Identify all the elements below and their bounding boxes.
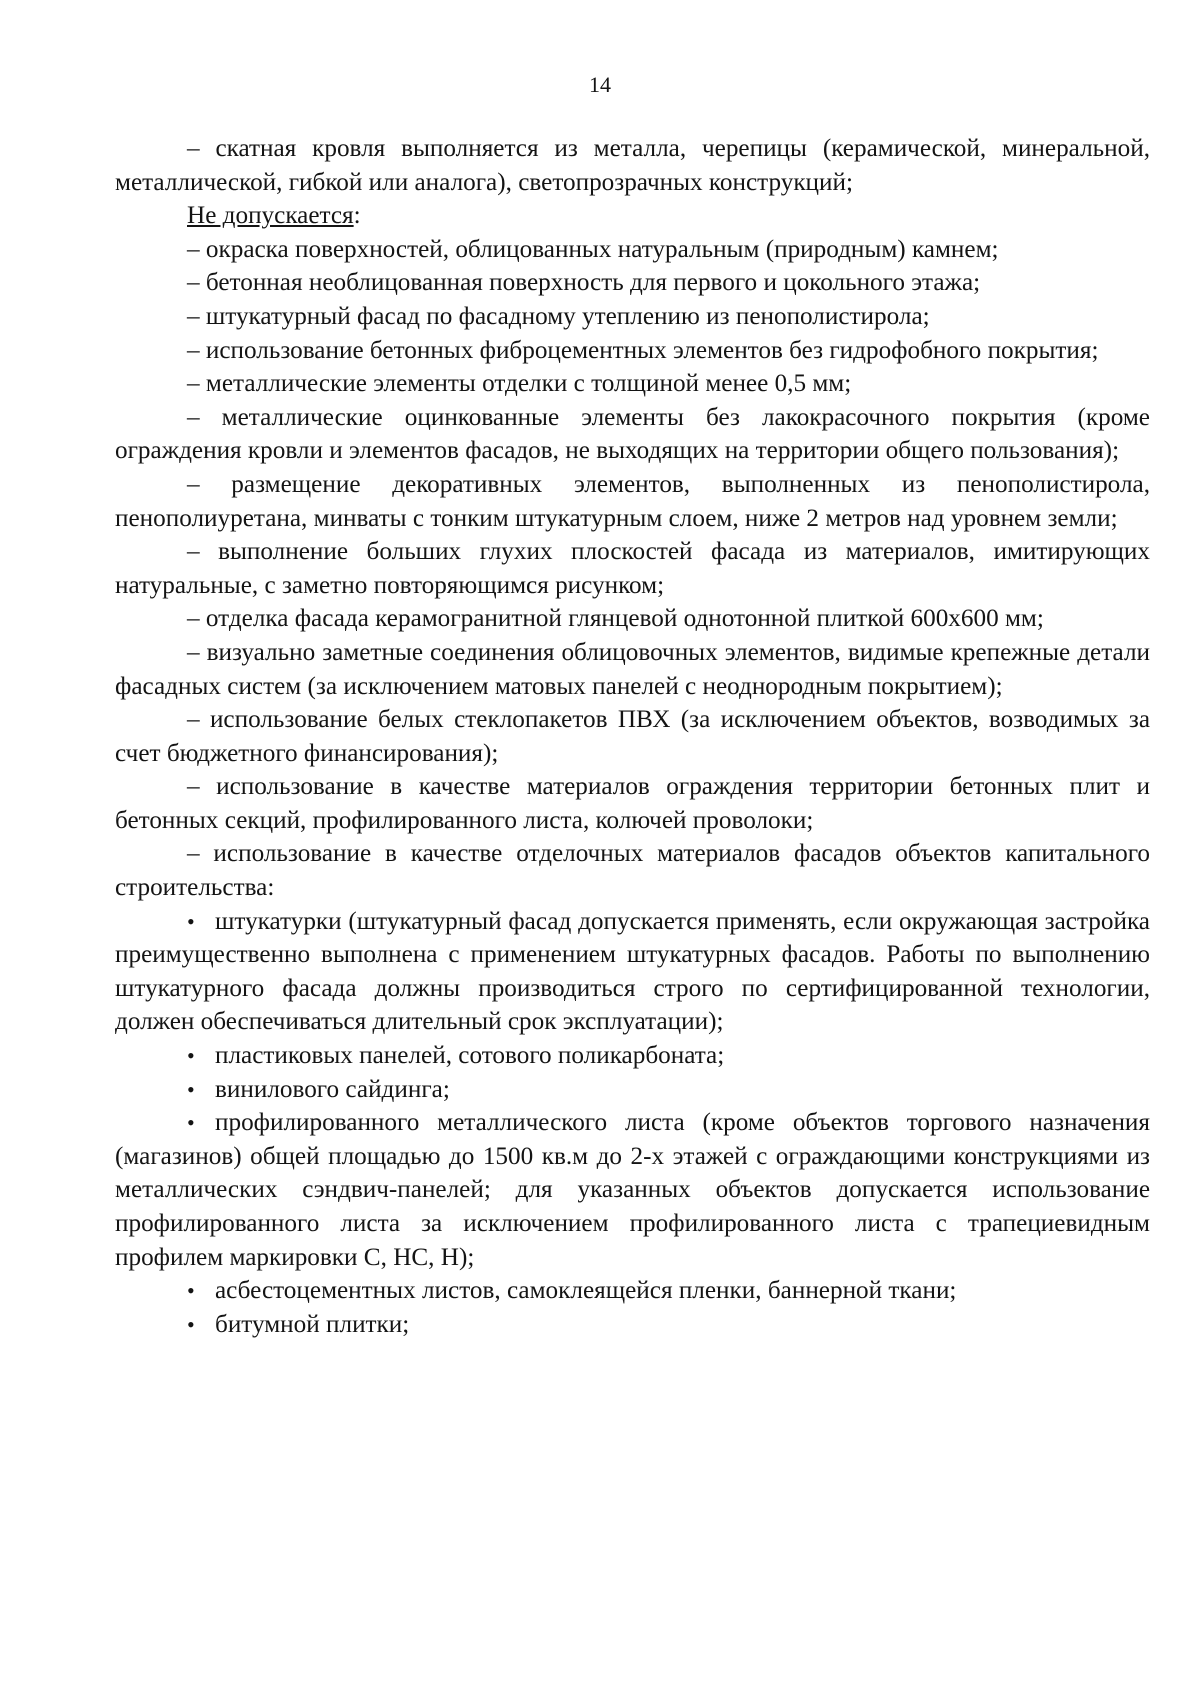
bullet-text: профилированного металлического листа (кроме объектов торгового назначения (магазинов) общей площадью до 1500 кв.м до 2-х этажей с ограждающими конструкциями из металлических сэндвич-панелей; для указанных объектов допускается использование профилированного листа за исключением профилированного листа с трапециевидным профилем маркировки С, НС, Н); xyxy=(115,1109,1150,1271)
prohibited-item: – размещение декоративных элементов, выполненных из пенополистирола, пенополиуретана, минваты с тонким штукатурным слоем, ниже 2 метров над уровнем земли; xyxy=(115,470,1150,532)
section-heading xyxy=(115,199,1150,233)
prohibited-item: – металлические элементы отделки с толщиной менее 0,5 мм; xyxy=(187,370,852,398)
prohibited-item: – использование белых стеклопакетов ПВХ (за исключением объектов, возводимых за счет бюджетного финансирования); xyxy=(115,706,1150,767)
bullet-text: пластиковых панелей, сотового поликарбоната; xyxy=(215,1042,725,1070)
bullet-text: штукатурки (штукатурный фасад допускается применять, если окружающая застройка преимущественно выполнена с применением штукатурных фасадов. Работы по выполнению штукатурного фасада должны производиться строго по сертифицированной технологии, должен обеспечиваться длительный срок эксплуатации); xyxy=(115,907,1150,1036)
bullet-icon xyxy=(187,1106,215,1140)
prohibited-item: – окраска поверхностей, облицованных натуральным (природным) камнем; xyxy=(187,235,999,263)
prohibited-item: – визуально заметные соединения облицовочных элементов, видимые крепежные детали фасадных систем (за исключением матовых панелей с неоднородным покрытием); xyxy=(115,638,1150,700)
bullet-icon xyxy=(187,1073,215,1107)
prohibited-item: – использование бетонных фиброцементных элементов без гидрофобного покрытия; xyxy=(187,336,1099,364)
bullet-item xyxy=(115,1106,1150,1274)
bullet-text: винилового сайдинга; xyxy=(215,1075,450,1103)
prohibited-item: – штукатурный фасад по фасадному утеплению из пенополистирола; xyxy=(187,302,930,330)
prohibited-item: – бетонная необлицованная поверхность для первого и цокольного этажа; xyxy=(187,269,981,297)
bullet-item xyxy=(115,1039,1150,1073)
prohibited-item: – выполнение больших глухих плоскостей фасада из материалов, имитирующих натуральные, с заметно повторяющимся рисунком; xyxy=(115,538,1150,599)
prohibited-item: – отделка фасада керамогранитной глянцевой однотонной плиткой 600x600 мм; xyxy=(187,605,1044,633)
intro-paragraph: – скатная кровля выполняется из металла, черепицы (керамической, минеральной, металлической, гибкой или аналога), светопрозрачных конструкций; xyxy=(115,135,1150,196)
page-number: 14 xyxy=(589,72,611,97)
bullet-item xyxy=(115,905,1150,1039)
prohibited-item: – использование в качестве материалов ограждения территории бетонных плит и бетонных секций, профилированного листа, колючей проволоки; xyxy=(115,773,1150,834)
bullet-text: асбестоцементных листов, самоклеящейся пленки, баннерной ткани; xyxy=(215,1277,957,1305)
bullet-item xyxy=(115,1073,1150,1107)
bullet-item xyxy=(115,1308,1150,1342)
section-heading-text: Не допускается xyxy=(187,202,354,230)
section-heading-colon: : xyxy=(353,202,361,230)
bullet-icon xyxy=(187,1039,215,1073)
document-body xyxy=(115,132,1150,1341)
prohibited-item: – использование в качестве отделочных материалов фасадов объектов капитального строительства: xyxy=(115,840,1150,902)
bullet-item xyxy=(115,1274,1150,1308)
bullet-icon xyxy=(187,905,215,939)
prohibited-item: – металлические оцинкованные элементы без лакокрасочного покрытия (кроме ограждения кровли и элементов фасадов, не выходящих на территории общего пользования); xyxy=(115,403,1150,465)
bullet-icon xyxy=(187,1308,215,1342)
bullet-icon xyxy=(187,1274,215,1308)
bullet-text: битумной плитки; xyxy=(215,1310,410,1338)
